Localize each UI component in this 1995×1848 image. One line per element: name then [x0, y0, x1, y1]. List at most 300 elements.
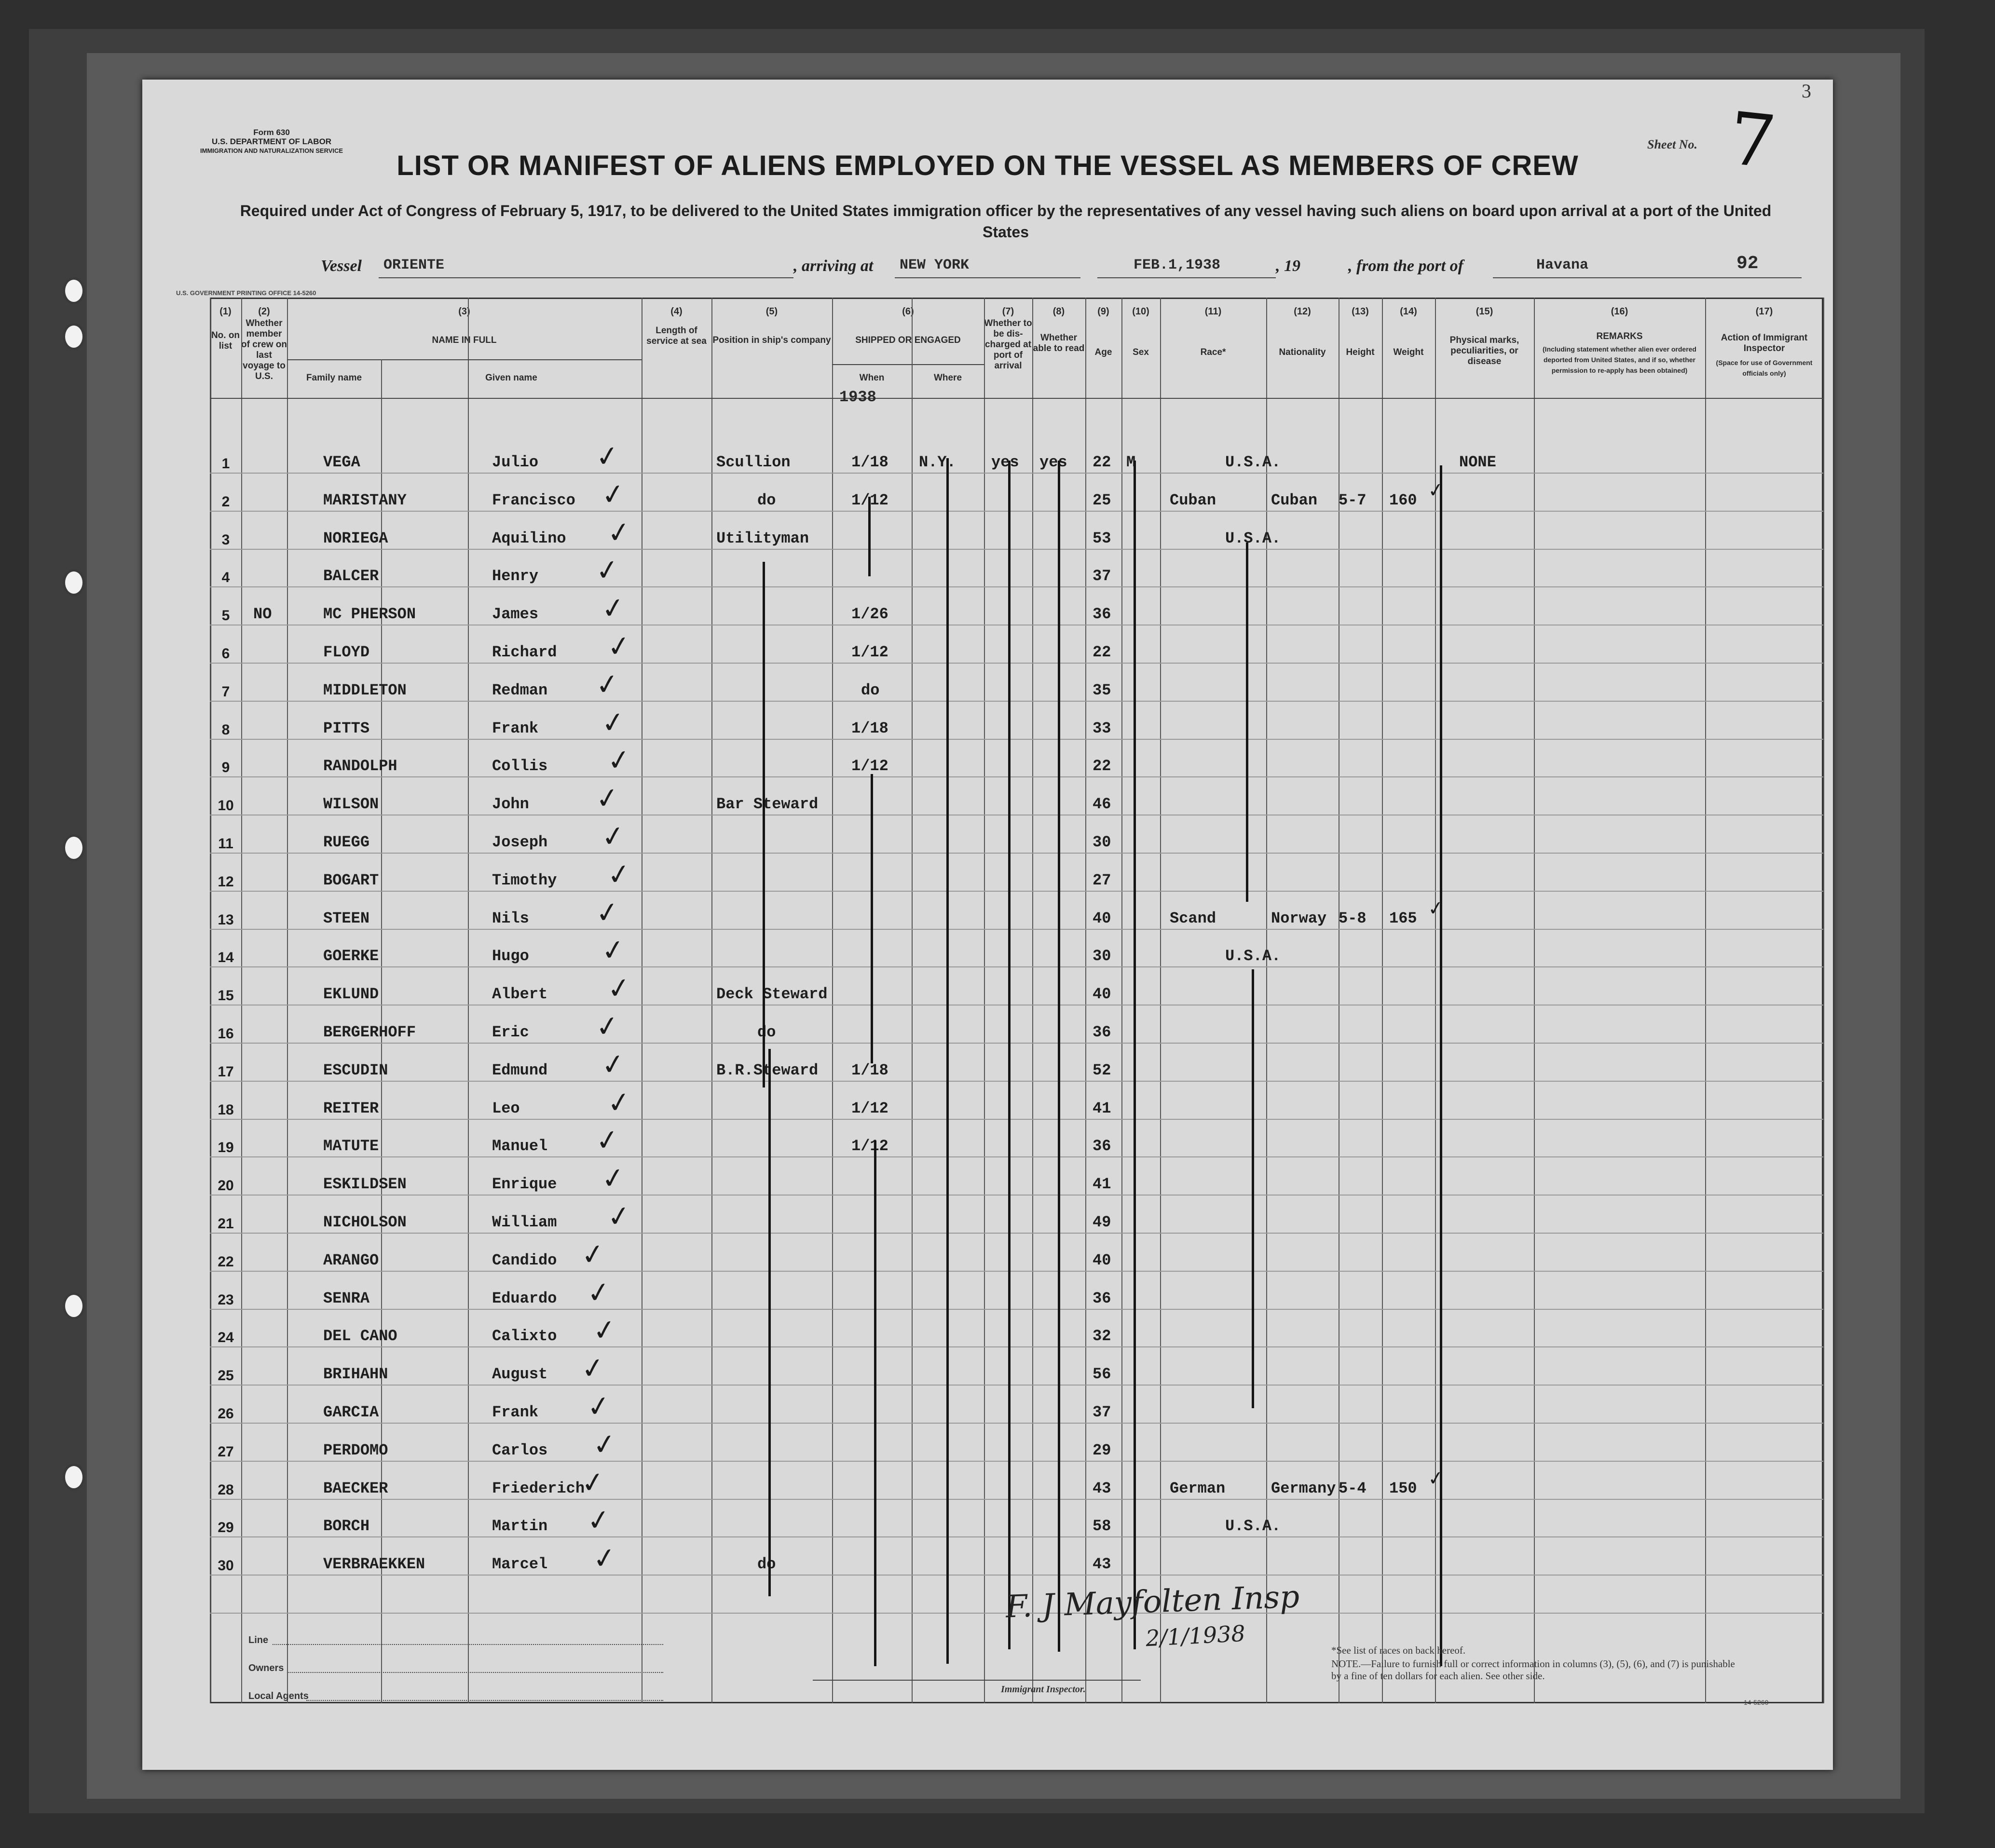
column-physical-marks-header: Physical marks, peculiarities, or disease [1449, 335, 1519, 367]
check-mark-icon: ✓ [593, 666, 622, 702]
given-name-cell: Carlos [492, 1441, 548, 1459]
row-divider [210, 473, 1823, 474]
column-remarks-number: (16) [1611, 306, 1628, 317]
column-no-header: No. on list [211, 330, 240, 351]
family-name-cell: NORIEGA [323, 529, 388, 547]
department-name: U.S. DEPARTMENT OF LABOR [212, 137, 332, 146]
given-name-cell: Aquilino [492, 529, 566, 547]
age-cell: 25 [1093, 491, 1111, 509]
family-name-cell: NICHOLSON [323, 1213, 407, 1231]
check-mark-icon: ✓ [605, 742, 633, 778]
family-name-header: Family name [306, 373, 362, 383]
row-number: 19 [218, 1140, 234, 1156]
row-number: 15 [218, 988, 234, 1004]
when-cell: 1/12 [851, 1099, 888, 1117]
family-name-cell: BORCH [323, 1517, 370, 1535]
position-cell: B.R.Steward [716, 1061, 819, 1079]
position-cell: do [757, 491, 776, 509]
row-number: 12 [218, 873, 234, 890]
column-read-number: (8) [1052, 306, 1065, 317]
owners-label: Owners [248, 1663, 284, 1673]
row-divider [210, 1536, 1823, 1537]
check-mark-icon: ✓ [1426, 1466, 1446, 1491]
row-number: 13 [218, 911, 234, 928]
given-name-cell: Calixto [492, 1327, 557, 1345]
page-number: 92 [1736, 253, 1759, 274]
column-divider [711, 298, 712, 1703]
age-cell: 40 [1093, 909, 1111, 927]
signature-date: 2/1/1938 [1145, 1620, 1246, 1652]
nationality-cell: U.S.A. [1225, 453, 1281, 471]
given-name-cell: Marcel [492, 1555, 548, 1574]
family-name-cell: GOERKE [323, 947, 379, 965]
column-divider [210, 298, 211, 1703]
binder-hole [63, 834, 85, 861]
column-nationality-number: (12) [1294, 306, 1311, 317]
row-number: 14 [218, 950, 234, 966]
age-cell: 37 [1093, 1403, 1111, 1421]
binder-hole [63, 569, 85, 596]
column-discharged-number: (7) [1002, 306, 1014, 317]
family-name-cell: EKLUND [323, 985, 379, 1004]
given-name-cell: Friederich [492, 1479, 585, 1497]
check-mark-icon: ✓ [579, 1350, 607, 1386]
given-name-cell: Enrique [492, 1175, 557, 1194]
row-divider [210, 1309, 1823, 1310]
corner-mark: 3 [1802, 80, 1811, 102]
row-number: 18 [218, 1101, 234, 1118]
family-name-cell: BRIHAHN [323, 1365, 388, 1384]
age-cell: 22 [1093, 453, 1111, 471]
row-divider [210, 891, 1823, 892]
family-name-cell: BALCER [323, 567, 379, 585]
column-position-number: (5) [765, 306, 778, 317]
check-mark-icon: ✓ [605, 970, 633, 1006]
family-name-cell: MATUTE [323, 1137, 379, 1155]
check-mark-icon: ✓ [599, 1160, 628, 1196]
age-cell: 32 [1093, 1327, 1111, 1345]
row-number: 3 [221, 531, 230, 548]
age-cell: 27 [1093, 871, 1111, 889]
header-divider [210, 398, 1823, 399]
column-age-number: (9) [1097, 306, 1109, 317]
column-divider [1534, 298, 1535, 1703]
age-cell: 36 [1093, 605, 1111, 624]
age-cell: 49 [1093, 1213, 1111, 1231]
row-divider [210, 663, 1823, 664]
race-cell: German [1170, 1479, 1226, 1497]
check-mark-icon: ✓ [599, 476, 628, 512]
when-cell: 1/18 [851, 453, 888, 471]
check-mark-icon: ✓ [590, 1426, 619, 1462]
age-cell: 41 [1093, 1175, 1111, 1194]
weight-cell: 165 [1389, 909, 1417, 927]
column-name-header: NAME IN FULL [432, 335, 497, 345]
age-cell: 46 [1093, 795, 1111, 814]
read-cell: yes [1039, 453, 1067, 471]
from-port-underline [1493, 277, 1802, 278]
given-name-cell: Candido [492, 1251, 557, 1269]
row-number: 26 [218, 1406, 234, 1422]
column-height-number: (13) [1352, 306, 1369, 317]
ditto-mark-read [1058, 461, 1060, 1652]
family-name-cell: ESCUDIN [323, 1061, 388, 1079]
family-name-cell: MIDDLETON [323, 681, 407, 699]
column-height-header: Height [1346, 347, 1375, 357]
column-discharged-header: Whether to be dis-charged at port of arrival [984, 318, 1032, 371]
family-name-cell: DEL CANO [323, 1327, 397, 1345]
row-number: 1 [221, 456, 230, 472]
local-agents-field [306, 1700, 663, 1701]
column-divider [1121, 298, 1122, 1703]
position-cell: Deck Steward [716, 985, 828, 1004]
column-divider [832, 298, 833, 1703]
row-divider [210, 966, 1823, 967]
weight-cell: 150 [1389, 1479, 1417, 1497]
family-name-cell: GARCIA [323, 1403, 379, 1421]
header-divider [832, 364, 984, 365]
given-name-cell: Francisco [492, 491, 575, 509]
inspector-line [813, 1680, 1141, 1681]
ditto-mark-when [874, 1141, 876, 1666]
column-position-header: Position in ship's company [712, 335, 831, 345]
row-number: 2 [221, 493, 230, 510]
ditto-mark-sex [1134, 461, 1136, 1649]
inspector-label: Immigrant Inspector. [1001, 1684, 1086, 1695]
when-cell: 1/12 [851, 491, 888, 509]
age-cell: 22 [1093, 757, 1111, 775]
row-number: 29 [218, 1520, 234, 1536]
column-service-header: Length of service at sea [646, 326, 707, 346]
ditto-mark-when [868, 497, 871, 576]
column-divider [1266, 298, 1267, 1703]
given-name-cell: August [492, 1365, 548, 1384]
position-cell: Bar Steward [716, 795, 819, 814]
check-mark-icon: ✓ [590, 1540, 619, 1576]
given-name-cell: Frank [492, 1403, 539, 1421]
age-cell: 36 [1093, 1137, 1111, 1155]
age-cell: 37 [1093, 567, 1111, 585]
given-name-header: Given name [485, 373, 537, 383]
age-cell: 22 [1093, 643, 1111, 661]
from-port: Havana [1536, 257, 1589, 273]
position-cell: do [757, 1023, 776, 1041]
arrival-date: FEB.1,1938 [1134, 257, 1221, 273]
when-cell: 1/18 [851, 1061, 888, 1079]
column-age-header: Age [1094, 347, 1112, 357]
position-cell: Scullion [716, 453, 791, 471]
age-cell: 43 [1093, 1555, 1111, 1574]
row-divider [210, 701, 1823, 702]
previous-voyage-cell: NO [253, 605, 272, 624]
age-cell: 40 [1093, 1251, 1111, 1269]
check-mark-icon: ✓ [593, 1122, 622, 1158]
column-no-number: (1) [219, 306, 232, 317]
race-cell: Cuban [1170, 491, 1216, 509]
remarks-subheader: (Including statement whether alien ever ordered deported from United States, and if so, whether permission to re-apply has been obtained) [1543, 345, 1696, 374]
family-name-cell: BAECKER [323, 1479, 388, 1497]
position-cell: do [757, 1555, 776, 1574]
ditto-mark-discharge [1008, 461, 1011, 1649]
ditto-mark-nationality [1246, 543, 1248, 902]
given-name-cell: Joseph [492, 833, 548, 851]
height-cell: 5-7 [1339, 491, 1366, 509]
column-name-number: (3) [458, 306, 470, 317]
weight-cell: 160 [1389, 491, 1417, 509]
family-name-cell: PERDOMO [323, 1441, 388, 1459]
given-name-cell: Eric [492, 1023, 529, 1041]
row-number: 27 [218, 1443, 234, 1460]
row-divider [210, 1271, 1823, 1272]
row-number: 9 [221, 760, 230, 776]
vessel-name: ORIENTE [383, 257, 445, 273]
row-divider [210, 1499, 1823, 1500]
when-cell: do [861, 681, 880, 699]
check-mark-icon: ✓ [605, 856, 633, 892]
check-mark-icon: ✓ [605, 1198, 633, 1235]
row-divider [210, 1385, 1823, 1386]
family-name-cell: WILSON [323, 795, 379, 814]
row-divider [210, 586, 1823, 587]
row-number: 30 [218, 1558, 234, 1574]
check-mark-icon: ✓ [599, 590, 628, 626]
nationality-cell: Cuban [1271, 491, 1318, 509]
manifest-sheet [142, 80, 1833, 1770]
given-name-cell: James [492, 605, 539, 624]
given-name-cell: Collis [492, 757, 548, 775]
form-number: Form 630 [253, 128, 290, 137]
check-mark-icon: ✓ [599, 932, 628, 968]
given-name-cell: Henry [492, 567, 539, 585]
age-cell: 58 [1093, 1517, 1111, 1535]
when-header: When [859, 373, 885, 383]
given-name-cell: Eduardo [492, 1289, 557, 1307]
family-name-cell: RANDOLPH [323, 757, 397, 775]
column-divider [1085, 298, 1086, 1703]
column-weight-number: (14) [1400, 306, 1417, 317]
given-name-cell: Julio [492, 453, 539, 471]
column-divider [287, 298, 288, 1703]
line-label: Line [248, 1635, 269, 1645]
given-name-cell: Richard [492, 643, 557, 661]
check-mark-icon: ✓ [1426, 478, 1446, 503]
column-divider [1823, 298, 1824, 1703]
family-name-cell: RUEGG [323, 833, 370, 851]
binder-hole [63, 323, 85, 350]
column-weight-header: Weight [1393, 347, 1424, 357]
check-mark-icon: ✓ [579, 1464, 607, 1500]
row-number: 25 [218, 1368, 234, 1384]
family-name-cell: REITER [323, 1099, 379, 1117]
row-number: 22 [218, 1253, 234, 1270]
column-action-number: (17) [1755, 306, 1773, 317]
column-race-header: Race* [1200, 347, 1226, 357]
row-number: 20 [218, 1178, 234, 1194]
races-note: *See list of races on back hereof. [1331, 1644, 1466, 1656]
column-action-header: Action of Immigrant Inspector [1721, 333, 1808, 353]
from-port-label: , from the port of [1348, 257, 1463, 275]
check-mark-icon: ✓ [593, 438, 622, 475]
age-cell: 33 [1093, 719, 1111, 737]
row-divider [210, 1156, 1823, 1157]
ditto-mark-nationality [1252, 969, 1254, 1408]
printer-note: U.S. GOVERNMENT PRINTING OFFICE 14-5260 [176, 289, 316, 297]
check-mark-icon: ✓ [1426, 896, 1446, 921]
penalty-note: NOTE.—Failure to furnish full or correct information in columns (3), (5), (6), and (7) is punishable by a fine of ten dollars for each alien. See other side. [1331, 1658, 1735, 1682]
manifest-table [210, 298, 1823, 1703]
race-cell: Scand [1170, 909, 1216, 927]
check-mark-icon: ✓ [599, 1046, 628, 1082]
age-cell: 30 [1093, 947, 1111, 965]
age-cell: 36 [1093, 1023, 1111, 1041]
family-name-cell: ARANGO [323, 1251, 379, 1269]
column-nationality-header: Nationality [1279, 347, 1326, 357]
row-divider [210, 929, 1823, 930]
check-mark-icon: ✓ [593, 894, 622, 930]
column-divider [1382, 298, 1383, 1703]
row-number: 7 [221, 683, 230, 700]
ditto-mark-marks [1440, 465, 1442, 1666]
age-cell: 40 [1093, 985, 1111, 1004]
row-divider [210, 1423, 1823, 1424]
age-cell: 36 [1093, 1289, 1111, 1307]
row-divider [210, 1346, 1823, 1347]
family-name-cell: STEEN [323, 909, 370, 927]
binder-hole [63, 1292, 85, 1319]
family-name-cell: FLOYD [323, 643, 370, 661]
check-mark-icon: ✓ [593, 780, 622, 816]
column-divider [1435, 298, 1436, 1703]
age-cell: 41 [1093, 1099, 1111, 1117]
column-divider [241, 298, 242, 1703]
column-shipped-header: SHIPPED OR ENGAGED [855, 335, 961, 345]
age-cell: 29 [1093, 1441, 1111, 1459]
row-divider [210, 1043, 1823, 1044]
page-title: LIST OR MANIFEST OF ALIENS EMPLOYED ON THE VESSEL AS MEMBERS OF CREW [396, 150, 1579, 181]
inspector-signature: F. J Mayfolten Insp [1005, 1579, 1300, 1625]
arrival-date-underline [1097, 277, 1276, 278]
check-mark-icon: ✓ [599, 704, 628, 740]
column-remarks-header: REMARKS [1596, 331, 1643, 341]
row-number: 6 [221, 646, 230, 662]
row-divider [210, 1081, 1823, 1082]
column-race-number: (11) [1204, 306, 1222, 317]
row-divider [210, 511, 1823, 512]
nationality-cell: U.S.A. [1225, 529, 1281, 547]
nationality-cell: Norway [1271, 909, 1327, 927]
row-divider [210, 549, 1823, 550]
header-divider [287, 359, 642, 360]
year-label: , 19 [1276, 257, 1300, 275]
given-name-cell: William [492, 1213, 557, 1231]
row-divider [210, 739, 1823, 740]
arriving-label: , arriving at [793, 257, 874, 275]
column-divider [1032, 298, 1033, 1703]
vessel-name-underline [379, 277, 793, 278]
nationality-cell: Germany [1271, 1479, 1336, 1497]
given-name-cell: John [492, 795, 529, 814]
family-name-cell: SENRA [323, 1289, 370, 1307]
column-physical-marks-number: (15) [1476, 306, 1493, 317]
family-name-cell: PITTS [323, 719, 370, 737]
given-name-cell: Redman [492, 681, 548, 699]
age-cell: 56 [1093, 1365, 1111, 1384]
row-divider [210, 1575, 1823, 1576]
row-divider [210, 853, 1823, 854]
height-cell: 5-4 [1339, 1479, 1366, 1497]
service-name: IMMIGRATION AND NATURALIZATION SERVICE [200, 147, 343, 154]
row-number: 5 [221, 608, 230, 624]
sheet-number: 7 [1725, 96, 1780, 185]
given-name-cell: Timothy [492, 871, 557, 889]
arriving-port: NEW YORK [900, 257, 970, 273]
check-mark-icon: ✓ [593, 552, 622, 588]
check-mark-icon: ✓ [599, 818, 628, 855]
check-mark-icon: ✓ [605, 1084, 633, 1120]
column-divider [468, 298, 469, 1703]
row-divider [210, 1195, 1823, 1196]
check-mark-icon: ✓ [593, 1008, 622, 1045]
age-cell: 35 [1093, 681, 1111, 699]
row-number: 23 [218, 1291, 234, 1308]
row-divider [210, 776, 1823, 777]
row-number: 24 [218, 1330, 234, 1346]
local-agents-label: Local Agents [248, 1691, 309, 1701]
given-name-cell: Edmund [492, 1061, 548, 1079]
family-name-cell: MARISTANY [323, 491, 407, 509]
column-previous-voyage-number: (2) [258, 306, 270, 317]
when-cell: 1/12 [851, 757, 888, 775]
family-name-cell: VEGA [323, 453, 360, 471]
ditto-mark-position [768, 1049, 771, 1596]
marks-cell: NONE [1459, 453, 1496, 471]
sex-cell: M [1126, 453, 1136, 471]
height-cell: 5-8 [1339, 909, 1366, 927]
family-name-cell: VERBRAEKKEN [323, 1555, 425, 1574]
row-number: 21 [218, 1216, 234, 1232]
when-cell: 1/12 [851, 643, 888, 661]
row-number: 8 [221, 721, 230, 738]
ditto-mark-when [871, 774, 873, 1063]
column-divider [984, 298, 985, 1703]
check-mark-icon: ✓ [585, 1502, 613, 1538]
check-mark-icon: ✓ [605, 628, 633, 665]
nationality-cell: U.S.A. [1225, 947, 1281, 965]
given-name-cell: Albert [492, 985, 548, 1004]
row-number: 16 [218, 1026, 234, 1042]
row-number: 17 [218, 1063, 234, 1080]
column-shipped-number: (6) [902, 306, 914, 317]
age-cell: 43 [1093, 1479, 1111, 1497]
position-cell: Utilityman [716, 529, 809, 547]
given-name-cell: Frank [492, 719, 539, 737]
sheet-number-label: Sheet No. [1647, 137, 1697, 151]
age-cell: 52 [1093, 1061, 1111, 1079]
check-mark-icon: ✓ [579, 1236, 607, 1272]
row-divider [210, 1233, 1823, 1234]
ditto-mark-where [946, 458, 949, 1664]
given-name-cell: Hugo [492, 947, 529, 965]
row-divider [210, 1461, 1823, 1462]
year-note: 1938 [839, 388, 876, 406]
row-number: 11 [218, 836, 233, 852]
check-mark-icon: ✓ [585, 1388, 613, 1425]
where-cell: N.Y. [919, 453, 956, 471]
family-name-cell: ESKILDSEN [323, 1175, 407, 1194]
discharge-cell: yes [991, 453, 1019, 471]
family-name-cell: BOGART [323, 871, 379, 889]
check-mark-icon: ✓ [585, 1274, 613, 1310]
